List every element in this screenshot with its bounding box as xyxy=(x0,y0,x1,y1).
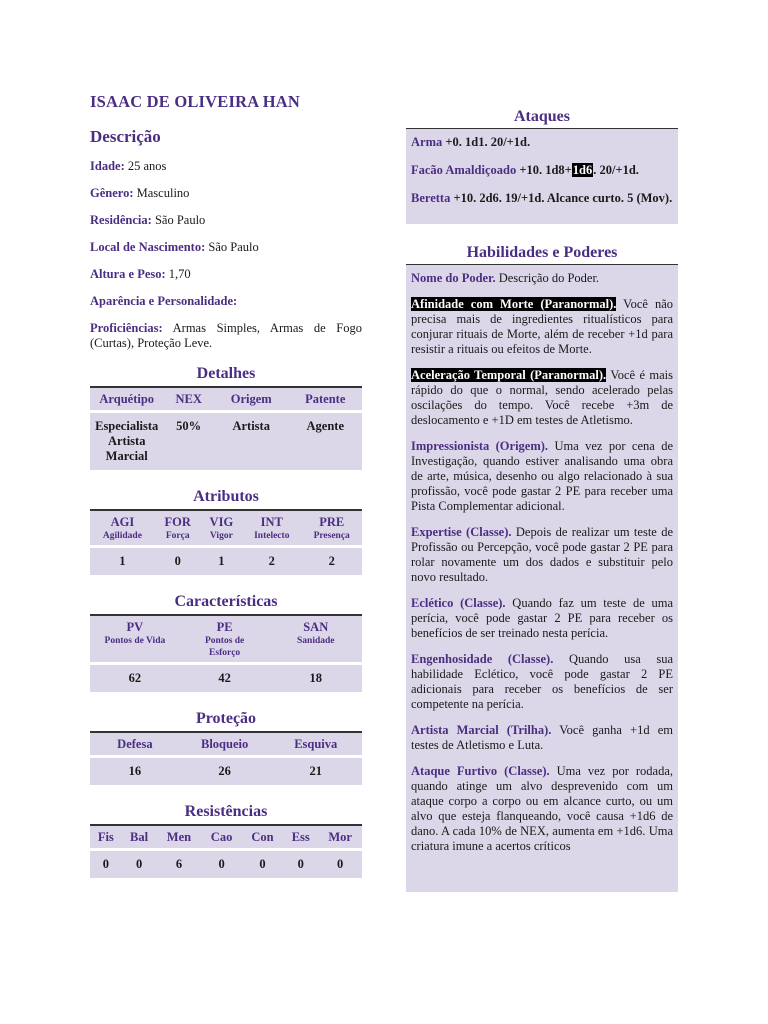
ability-entry xyxy=(411,439,673,514)
ability-entry xyxy=(411,297,673,357)
atributos-title: Atributos xyxy=(193,488,259,505)
stat-abbr: PE xyxy=(216,620,233,634)
ability-text: Você ganha +1d em testes de Atletismo e Luta. xyxy=(411,723,673,752)
column-header: Men xyxy=(157,824,202,849)
attack-stats: +0. 1d1. 20/+1d. xyxy=(445,135,531,149)
attr-full: Agilidade xyxy=(102,531,142,541)
field-label: Gênero: xyxy=(90,186,134,200)
field-value: São Paulo xyxy=(154,213,206,227)
ability-text: Quando usa sua habilidade Eclético, você pode gastar 2 PE adicionais para receber os benefícios de ser competente na perícia. xyxy=(411,652,674,711)
ability-text: Uma vez por rodada, quando atinge um alvo desprevenido com um ataque corpo a corpo ou em alcance curto, ou um alvo que esteja flanqueando, você causa +1d6 de dano. A cada 10% de NEX, aumenta em +1d6. Uma criatura imune a acertos críticos xyxy=(411,764,673,853)
attr-value: 2 xyxy=(301,546,362,575)
resist-value: 6 xyxy=(157,849,202,878)
stat-header-pe xyxy=(180,614,270,663)
ability-name: Nome do Poder. xyxy=(411,271,496,285)
attr-header-pre xyxy=(301,509,362,546)
attack-entry xyxy=(411,135,673,150)
column-header: Origem xyxy=(214,386,289,411)
resistencias-table xyxy=(90,824,362,878)
san-value: 18 xyxy=(270,663,363,692)
field-label: Residência: xyxy=(90,213,152,227)
column-header: Ess xyxy=(283,824,318,849)
table-row xyxy=(90,546,362,575)
attr-full: Intelecto xyxy=(254,531,290,541)
column-header: Mor xyxy=(318,824,362,849)
ataques-title: Ataques xyxy=(406,108,678,129)
ability-entry xyxy=(411,368,673,428)
attr-header-agi xyxy=(90,509,155,546)
nex-value: 50% xyxy=(163,411,213,470)
field-value: Masculino xyxy=(136,186,190,200)
caracteristicas-title: Características xyxy=(174,593,278,610)
attack-name: Beretta xyxy=(411,191,451,205)
ability-text: Você não precisa mais de ingredientes ritualísticos para conjurar rituais de Morte, além de receber +1d para resistir a rituais ou efeitos de Morte. xyxy=(411,297,673,356)
field-aparencia xyxy=(90,294,362,309)
attack-stats-a: +10. 1d8+ xyxy=(519,163,572,177)
dice-highlight: 1d6 xyxy=(572,163,593,177)
field-idade xyxy=(90,159,362,174)
ataques-box xyxy=(406,129,678,224)
attack-stats xyxy=(519,163,639,177)
field-value: 25 anos xyxy=(127,159,167,173)
resist-value: 0 xyxy=(201,849,241,878)
pe-value: 42 xyxy=(180,663,270,692)
attr-full: Vigor xyxy=(209,531,233,541)
ability-name: Ataque Furtivo (Classe). xyxy=(411,764,550,778)
stat-full: Pontos de Vida xyxy=(104,636,166,646)
ability-text: Você é mais rápido do que o normal, sendo acelerado pelas oscilações do tempo. Você recebe +3m de deslocamento e +1D em testes de Atletismo. xyxy=(411,368,673,427)
stat-full: Pontos de Esforço xyxy=(204,636,245,658)
attr-header-int xyxy=(242,509,301,546)
field-local-nascimento xyxy=(90,240,362,255)
field-residencia xyxy=(90,213,362,228)
field-altura-peso xyxy=(90,267,362,282)
ability-name: Eclético (Classe). xyxy=(411,596,506,610)
ability-text: Uma vez por cena de Investigação, quando estiver analisando uma obra de arte, música, desenho ou algo relacionado à sua profissão, você pode gastar 2 PE para receber uma Pista Complementar adicional. xyxy=(411,439,673,513)
character-name: ISAAC DE OLIVEIRA HAN xyxy=(90,92,301,111)
detalhes-title: Detalhes xyxy=(196,365,256,382)
column-header: Bal xyxy=(122,824,157,849)
column-header: Fis xyxy=(90,824,122,849)
stat-header-san xyxy=(270,614,363,663)
attr-full: Força xyxy=(165,531,190,541)
stat-header-pv xyxy=(90,614,180,663)
protecao-title: Proteção xyxy=(195,710,257,727)
table-row xyxy=(90,411,362,470)
origem-value: Artista xyxy=(214,411,289,470)
attr-full: Presença xyxy=(313,531,350,541)
attr-abbr: AGI xyxy=(110,515,135,529)
field-label: Proficiências: xyxy=(90,321,163,335)
attack-stats-b: . 20/+1d. xyxy=(593,163,639,177)
field-value: 1,70 xyxy=(168,267,191,281)
table-row xyxy=(90,663,362,692)
attr-abbr: INT xyxy=(260,515,283,529)
esquiva-value: 21 xyxy=(270,756,363,785)
attr-value: 2 xyxy=(242,546,301,575)
description-heading: Descrição xyxy=(90,127,161,146)
attr-value: 1 xyxy=(90,546,155,575)
stat-full: Sanidade xyxy=(297,636,335,646)
column-header: Arquétipo xyxy=(90,386,163,411)
habilidades-box xyxy=(406,265,678,892)
column-header: Bloqueio xyxy=(180,731,270,756)
resistencias-title: Resistências xyxy=(184,803,268,820)
field-proficiencias xyxy=(90,321,362,351)
column-header: Esquiva xyxy=(270,731,363,756)
attr-abbr: VIG xyxy=(209,515,234,529)
attr-value: 0 xyxy=(155,546,201,575)
resist-value: 0 xyxy=(318,849,362,878)
ability-name: Aceleração Temporal (Paranormal). xyxy=(411,368,607,382)
field-label: Altura e Peso: xyxy=(90,267,166,281)
ability-text: Depois de realizar um teste de Profissão ou Percepção, você pode gastar 2 PE para rolar novamente um dos dados e substituir pelo novo resultado. xyxy=(411,525,673,584)
patente-value: Agente xyxy=(289,411,362,470)
field-label: Idade: xyxy=(90,159,125,173)
resist-value: 0 xyxy=(90,849,122,878)
ability-name: Impressionista (Origem). xyxy=(411,439,549,453)
attr-value: 1 xyxy=(201,546,243,575)
resist-value: 0 xyxy=(283,849,318,878)
bloqueio-value: 26 xyxy=(180,756,270,785)
ability-entry xyxy=(411,596,673,641)
attack-name: Arma xyxy=(411,135,443,149)
ability-entry xyxy=(411,652,673,712)
protecao-table xyxy=(90,731,362,785)
ability-entry xyxy=(411,271,673,286)
caracteristicas-table xyxy=(90,614,362,692)
ability-entry xyxy=(411,723,673,753)
ability-name: Artista Marcial (Trilha). xyxy=(411,723,552,737)
attr-header-vig xyxy=(201,509,243,546)
attr-header-for xyxy=(155,509,201,546)
stat-abbr: SAN xyxy=(303,620,329,634)
field-genero xyxy=(90,186,362,201)
atributos-table xyxy=(90,509,362,575)
stat-abbr: PV xyxy=(126,620,144,634)
pv-value: 62 xyxy=(90,663,180,692)
field-label: Aparência e Personalidade: xyxy=(90,294,238,308)
ability-name: Expertise (Classe). xyxy=(411,525,512,539)
table-row xyxy=(90,849,362,878)
attack-entry xyxy=(411,163,673,178)
ability-text: Descrição do Poder. xyxy=(498,271,600,285)
table-row xyxy=(90,756,362,785)
ability-name: Engenhosidade (Classe). xyxy=(411,652,554,666)
column-header: Con xyxy=(242,824,284,849)
attr-abbr: FOR xyxy=(164,515,191,529)
column-header: Defesa xyxy=(90,731,180,756)
column-header: Patente xyxy=(289,386,362,411)
defesa-value: 16 xyxy=(90,756,180,785)
column-header: Cao xyxy=(201,824,241,849)
column-header: NEX xyxy=(163,386,213,411)
right-column xyxy=(406,108,678,892)
habilidades-title: Habilidades e Poderes xyxy=(406,244,678,265)
ability-entry xyxy=(411,525,673,585)
ability-entry xyxy=(411,764,673,854)
attack-name: Facão Amaldiçoado xyxy=(411,163,517,177)
ability-text: Quando faz um teste de uma perícia, você pode gastar 2 PE para receber os benefícios de ser treinado nesta perícia. xyxy=(411,596,673,640)
detalhes-table xyxy=(90,386,362,470)
field-value: Armas Simples, Armas de Fogo (Curtas), Proteção Leve. xyxy=(90,321,363,350)
resist-value: 0 xyxy=(242,849,284,878)
field-value: São Paulo xyxy=(208,240,259,254)
attack-stats: +10. 2d6. 19/+1d. Alcance curto. 5 (Mov). xyxy=(453,191,673,205)
attack-entry xyxy=(411,191,673,206)
field-label: Local de Nascimento: xyxy=(90,240,206,254)
left-column xyxy=(90,92,362,878)
ability-name: Afinidade com Morte (Paranormal). xyxy=(411,297,617,311)
attr-abbr: PRE xyxy=(319,515,345,529)
resist-value: 0 xyxy=(122,849,157,878)
arquetipo-value: Especialista Artista Marcial xyxy=(90,411,163,470)
